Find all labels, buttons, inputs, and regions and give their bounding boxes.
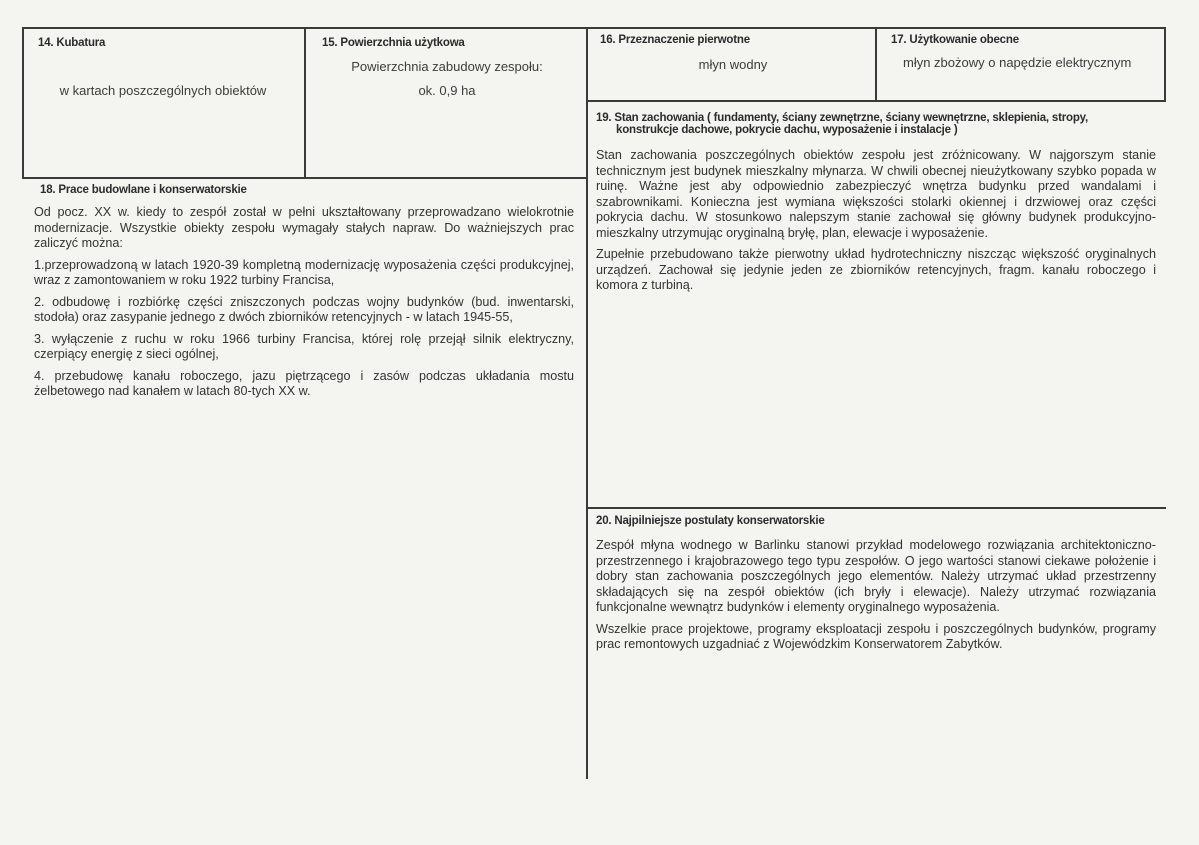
field-15-line2: ok. 0,9 ha (418, 83, 476, 98)
field-20-paragraph: Wszelkie prace projektowe, programy eksploatacji zespołu i poszczególnych budynków, programy prac remontowych uzgadniać z Wojewódzkim Konserwatorem Zabytków. (596, 621, 1156, 651)
field-14-title: 14. Kubatura (38, 37, 106, 49)
field-16-title: 16. Przeznaczenie pierwotne (600, 34, 750, 46)
divider-14-15 (304, 27, 306, 178)
field-14-value: w kartach poszczególnych obiektów (59, 83, 267, 98)
divider-15-18 (22, 177, 588, 179)
field-15-cell (310, 35, 584, 175)
field-18-paragraph: 4. przebudowę kanału roboczego, jazu piętrzącego i zasów podczas układania mostu żelbetowego nad kanałem w latach 80-tych XX w. (34, 368, 574, 398)
field-19-title-line1: 19. Stan zachowania ( fundamenty, ściany zewnętrzne, ściany wewnętrzne, sklepienia, stropy, (596, 112, 1089, 124)
top-border (22, 27, 1166, 29)
field-17-cell (881, 33, 1163, 97)
divider-19-20 (586, 507, 1166, 509)
left-border (22, 27, 24, 178)
field-18-paragraph: 2. odbudowę i rozbiórkę części zniszczonych podczas wojny budynków (bud. inwentarski, stodoła) oraz zasypanie jednego z dwóch zbiorników retencyjnych - w latach 1945-55, (34, 294, 574, 324)
field-14-cell (30, 35, 300, 175)
divider-17-19 (586, 100, 1166, 102)
field-18-paragraph: 3. wyłączenie z ruchu w roku 1966 turbiny Francisa, której rolę przejął silnik elektryczny, czerpiący energię z sieci ogólnej, (34, 331, 574, 361)
field-18-paragraph: Od pocz. XX w. kiedy to zespół został w pełni ukształtowany przeprowadzano wielokrotnie modernizacje. Wszystkie obiekty zespołu wymagały stałych napraw. Do ważniejszych prac zaliczyć można: (34, 205, 574, 250)
field-16-value: młyn wodny (698, 57, 768, 72)
field-19-title-line2: konstrukcje dachowe, pokrycie dachu, wyposażenie i instalacje ) (616, 124, 958, 136)
field-18-paragraph: 1.przeprowadzoną w latach 1920-39 kompletną modernizację wyposażenia części produkcyjnej, wraz z zamontowaniem w roku 1922 turbiny Francisa, (34, 257, 574, 287)
field-15-title: 15. Powierzchnia użytkowa (322, 37, 465, 49)
field-19-paragraph: Stan zachowania poszczególnych obiektów zespołu jest zróżnicowany. W najgorszym stanie technicznym jest budynek mieszkalny młynarza. W chwili obecnej nieużytkowany szybko popada w ruinę. Ważne jest aby odpowiednio zabezpieczyć wnętrza budynku przed wandalami i szabrownikami. Konieczna jest wymiana większości stolarki okiennej i drzwiowej oraz części pokrycia dachu. W stosunkowo nalepszym stanie zachował się główny budynek produkcyjno-mieszkalny utrzymując oryginalną bryłę, plan, elewacje i wyposażenie. (596, 148, 1156, 240)
field-19-cell (596, 112, 1156, 300)
field-15-line1: Powierzchnia zabudowy zespołu: (351, 59, 543, 74)
field-20-cell (596, 515, 1156, 659)
field-16-cell (592, 33, 874, 97)
right-border (1164, 27, 1166, 101)
divider-16-17 (875, 27, 877, 101)
field-17-title: 17. Użytkowanie obecne (891, 34, 1019, 46)
field-19-paragraph: Zupełnie przebudowano także pierwotny układ hydrotechniczny niszcząc większość oryginalnych urządzeń. Zachował się jedynie jeden ze zbiorników retencyjnych, fragm. kanału roboczego i komora z turbiną. (596, 247, 1156, 292)
field-18-cell (34, 184, 574, 406)
divider-center (586, 27, 588, 779)
field-20-paragraph: Zespół młyna wodnego w Barlinku stanowi przykład modelowego rozwiązania architektoniczno-przestrzennego i krajobrazowego tego typu zespołów. O jego wartości stanowi ciekawe położenie i dobry stan zachowania poszczególnych jego elementów. Należy utrzymać układ przestrzenny składających się na zespół obiektów (ich bryły i elewacje). Należy utrzymać rozwiązania funkcjonalne wewnątrz budynków i elementy oryginalnego wyposażenia. (596, 538, 1156, 614)
field-20-title: 20. Najpilniejsze postulaty konserwatorskie (596, 515, 825, 527)
field-18-title: 18. Prace budowlane i konserwatorskie (40, 184, 247, 196)
field-17-value: młyn zbożowy o napędzie elektrycznym (903, 55, 1132, 70)
